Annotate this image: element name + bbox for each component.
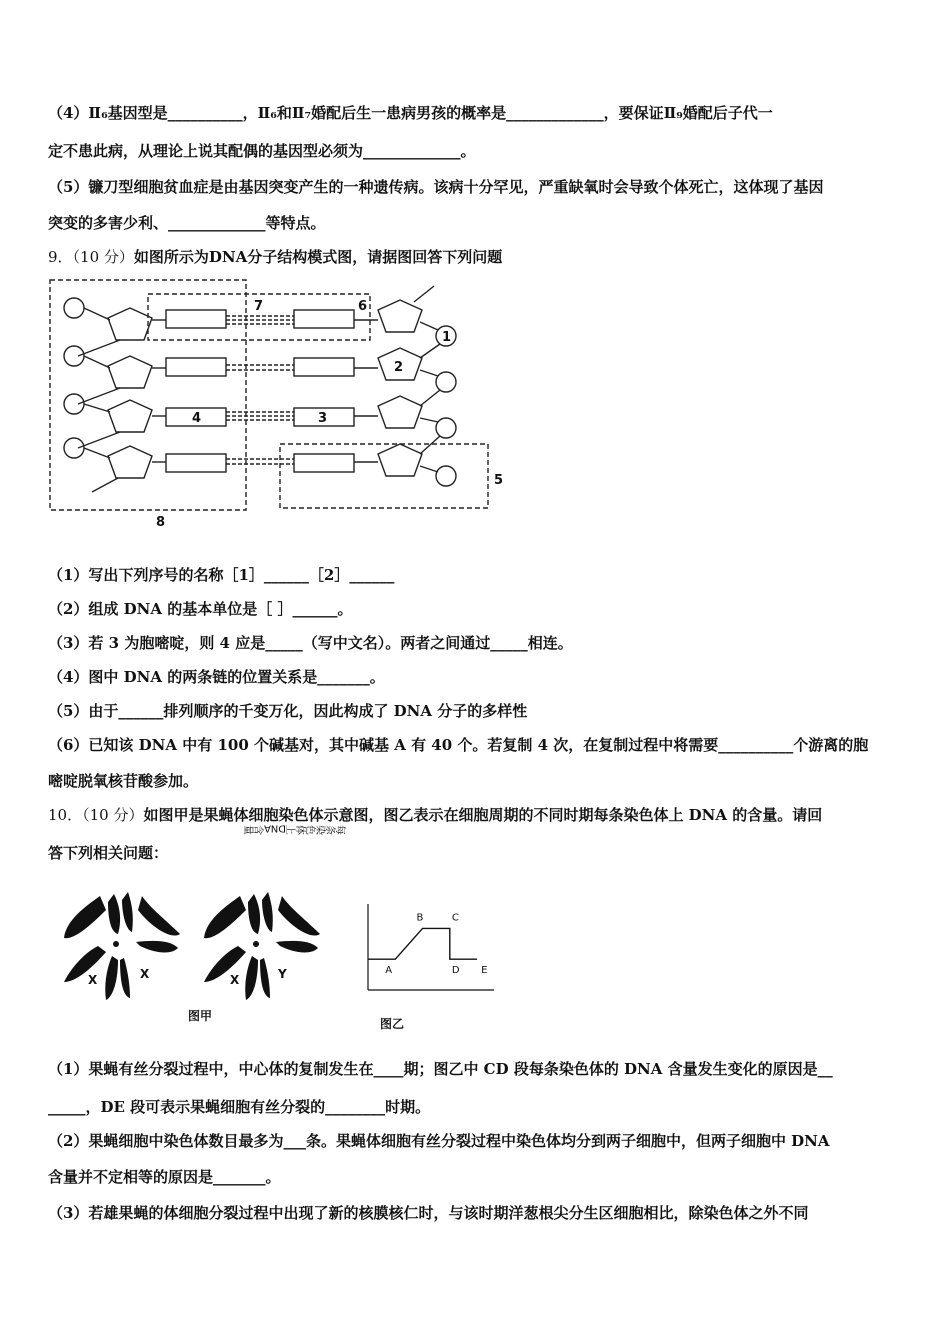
q10-title-line1 [48, 804, 822, 825]
chromosome-2d [262, 892, 273, 932]
sugar-left-2 [108, 356, 152, 388]
chromosome-2e [204, 946, 246, 982]
q10-title-text: 如图甲是果蝇体细胞染色体示意图，图乙表示在细胞周期的不同时期每条染色体上 DNA 的含量。请回 [143, 806, 823, 824]
chromosome-2a [204, 896, 246, 938]
q9-sub1: （1）写出下列序号的名称［1］______［2］______ [48, 566, 395, 584]
phosphate-left-4 [64, 438, 84, 458]
sugar-left-4 [108, 446, 152, 478]
phosphate-right-4 [436, 466, 456, 486]
label-4: 4 [192, 411, 202, 426]
q10-sub3-line1: （3）若雄果蝇的体细胞分裂过程中出现了新的核膜核仁时，与该时期洋葱根尖分生区细胞相比，除染色体之外不同 [48, 1204, 809, 1222]
q10-number: 10． [48, 806, 83, 824]
chart-point-label-a: A [385, 965, 393, 977]
chromosome-1a [64, 896, 106, 938]
q10-sub1-line2: _____，DE 段可表示果蝇细胞有丝分裂的________时期。 [48, 1098, 431, 1116]
q10-score: （10 分） [82, 806, 144, 824]
sugar-right-3 [378, 396, 422, 428]
base-left-1 [166, 310, 226, 328]
sugar-left-3 [108, 400, 152, 432]
label-1: 1 [442, 330, 452, 345]
chromosome-1f [136, 941, 178, 953]
figure-jia-chromosomes [56, 886, 326, 1026]
chromosome-2c [278, 896, 320, 936]
q9-sub6-line1: （6）已知该 DNA 中有 100 个碱基对，其中碱基 A 有 40 个。若复制 4 次，在复制过程中将需要__________个游离的胞 [48, 736, 869, 754]
sugar-right-1 [378, 300, 422, 332]
q9-sub6-line2: 嘧啶脱氧核苷酸参加。 [48, 772, 199, 790]
chromosome-1g [105, 956, 118, 1000]
q9-sub4: （4）图中 DNA 的两条链的位置关系是_______。 [48, 668, 385, 686]
q9-sub5: （5）由于______排列顺序的千变万化，因此构成了 DNA 分子的多样性 [48, 702, 528, 720]
q10-sub2-line1: （2）果蝇细胞中染色体数目最多为___条。果蝇体细胞有丝分裂过程中染色体均分到两子细胞中，但两子细胞中 DNA [48, 1132, 830, 1150]
chrom-label-x2: X [140, 967, 150, 981]
phosphate-left-2 [64, 346, 84, 366]
q10-sub2-line2: 含量并不定相等的原因是_______。 [48, 1168, 281, 1186]
sugar-left-1 [108, 308, 152, 340]
q9-title-text: 如图所示为DNA分子结构模式图，请据图回答下列问题 [133, 248, 503, 266]
dna-structure-figure [48, 278, 508, 528]
chart-series-line [368, 928, 477, 959]
label-8: 8 [156, 515, 166, 530]
base-right-1 [294, 310, 354, 328]
chrom-label-x1: X [88, 973, 98, 987]
fig-jia-caption: 图甲 [188, 1009, 213, 1023]
base-right-4 [294, 454, 354, 472]
q9-score: （10 分） [72, 248, 134, 266]
chromosome-1c [138, 896, 180, 936]
phosphate-right-3 [436, 418, 456, 438]
label-6: 6 [358, 299, 368, 314]
base-left-5 [166, 454, 226, 472]
chromosome-1d [122, 892, 133, 932]
sugar-right-4 [378, 444, 422, 476]
chromosome-2f [276, 941, 318, 953]
chart-point-label-c: C [451, 912, 459, 924]
chromosome-2b [248, 894, 260, 934]
chrom-label-x3: X [230, 973, 240, 987]
q8-part4-line2: 定不患此病，从理论上说其配偶的基因型必须为_____________。 [48, 142, 476, 160]
fig-yi-caption: 图乙 [380, 1017, 405, 1031]
q8-part5-line2: 突变的多害少利、_____________等特点。 [48, 214, 326, 232]
chromosome-1h [120, 958, 130, 998]
label-5: 5 [494, 473, 504, 488]
chart-point-label-d: D [451, 965, 460, 977]
q8-part5-line1: （5）镰刀型细胞贫血症是由基因突变产生的一种遗传病。该病十分罕见，严重缺氧时会导致个体死亡，这体现了基因 [48, 178, 824, 196]
base-left-2 [166, 358, 226, 376]
chrom-label-y: Y [278, 967, 287, 981]
chromosome-1e [64, 946, 106, 982]
q9-sub3: （3）若 3 为胞嘧啶，则 4 应是_____（写中文名）。两者之间通过_____相连。 [48, 634, 573, 652]
chart-point-label-e: E [481, 965, 488, 977]
label-3: 3 [318, 411, 328, 426]
q10-sub1-line1: （1）果蝇有丝分裂过程中，中心体的复制发生在____期；图乙中 CD 段每条染色体的 DNA 含量发生变化的原因是__ [48, 1060, 833, 1078]
chromosome-2g [245, 956, 258, 1000]
q9-title [48, 246, 502, 267]
q9-number: 9． [48, 248, 73, 266]
q8-part4-line1: （4）Ⅱ₆基因型是__________，Ⅱ₆和Ⅱ₇婚配后生一患病男孩的概率是_____________，要保证Ⅱ₉婚配后子代一 [48, 104, 773, 122]
chromosome-2h [260, 958, 270, 998]
q9-sub2: （2）组成 DNA 的基本单位是［ ］______。 [48, 600, 353, 618]
chart-axes [368, 904, 494, 990]
chart-point-label-b: B [416, 912, 424, 924]
label-2: 2 [394, 360, 404, 375]
phosphate-left-3 [64, 394, 84, 414]
phosphate-right-2 [436, 372, 456, 392]
base-right-2 [294, 358, 354, 376]
q10-title-line2: 答下列相关问题： [48, 844, 169, 862]
chart-ylabel: 每条染色体上DNA含量 [243, 822, 346, 834]
chart-marks [368, 912, 487, 976]
phosphate-left-1 [64, 298, 84, 318]
figure-yi-chart [243, 822, 502, 1036]
chromosome-1b [108, 894, 120, 934]
label-7: 7 [254, 299, 264, 314]
